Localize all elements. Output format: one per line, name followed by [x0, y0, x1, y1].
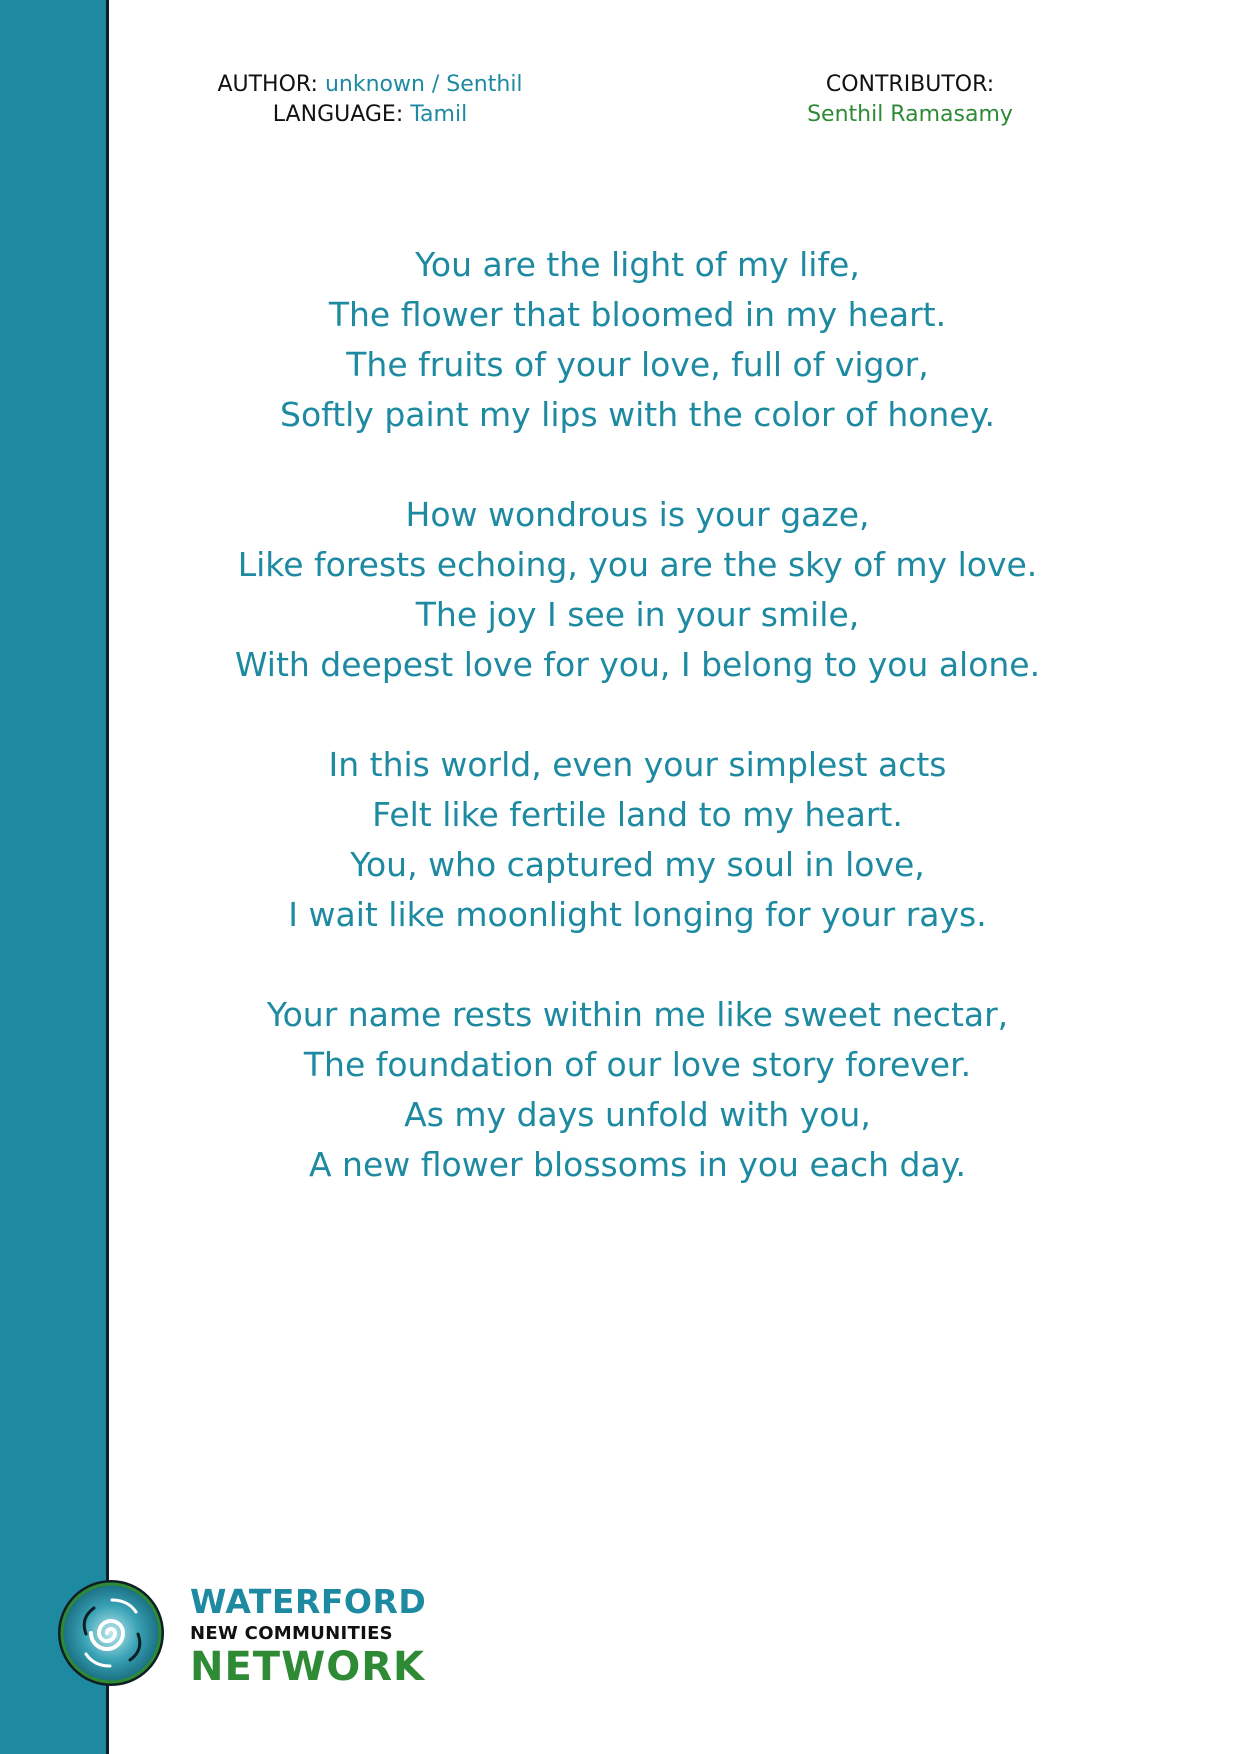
logo-svg [56, 1578, 166, 1688]
org-name-line3: NETWORK [190, 1644, 426, 1690]
side-bar [0, 0, 109, 1754]
poem-line: Like forests echoing, you are the sky of my love. [237, 545, 1038, 584]
language-value: Tamil [410, 102, 468, 127]
stanza-4 [130, 990, 1145, 1190]
language-row [200, 100, 540, 130]
stanza-3 [130, 740, 1145, 940]
celtic-swirl-logo-icon [56, 1578, 166, 1688]
poem-line: In this world, even your simplest acts [328, 745, 947, 784]
poem-line: You, who captured my soul in love, [350, 845, 925, 884]
author-value: unknown / Senthil [324, 72, 523, 97]
poem-line: The foundation of our love story forever. [303, 1045, 972, 1084]
org-wordmark [190, 1582, 427, 1690]
org-name-line2: NEW COMMUNITIES [190, 1623, 393, 1644]
poem-line: As my days unfold with you, [404, 1095, 871, 1134]
contributor-label: CONTRIBUTOR: [825, 72, 995, 97]
language-label: LANGUAGE: [272, 102, 404, 127]
poem-line: The flower that bloomed in my heart. [328, 295, 947, 334]
poem-line: Softly paint my lips with the color of honey. [280, 395, 995, 434]
poem-line: With deepest love for you, I belong to you alone. [234, 645, 1041, 684]
poem-line: The joy I see in your smile, [415, 595, 860, 634]
poem-line: Your name rests within me like sweet nectar, [266, 995, 1009, 1034]
meta-author-language [200, 70, 540, 130]
poem-line: How wondrous is your gaze, [405, 495, 870, 534]
org-name-line1: WATERFORD [190, 1582, 427, 1621]
stanza-1 [130, 240, 1145, 440]
poem [130, 240, 1145, 1190]
author-label: AUTHOR: [217, 72, 318, 97]
author-row [200, 70, 540, 100]
contributor-value: Senthil Ramasamy [807, 102, 1013, 127]
meta-contributor [780, 70, 1040, 130]
poem-line: I wait like moonlight longing for your rays. [288, 895, 987, 934]
stanza-2 [130, 490, 1145, 690]
poem-line: The fruits of your love, full of vigor, [346, 345, 929, 384]
poem-line: Felt like fertile land to my heart. [372, 795, 903, 834]
poem-line: You are the light of my life, [415, 245, 860, 284]
poem-line: A new flower blossoms in you each day. [308, 1145, 967, 1184]
